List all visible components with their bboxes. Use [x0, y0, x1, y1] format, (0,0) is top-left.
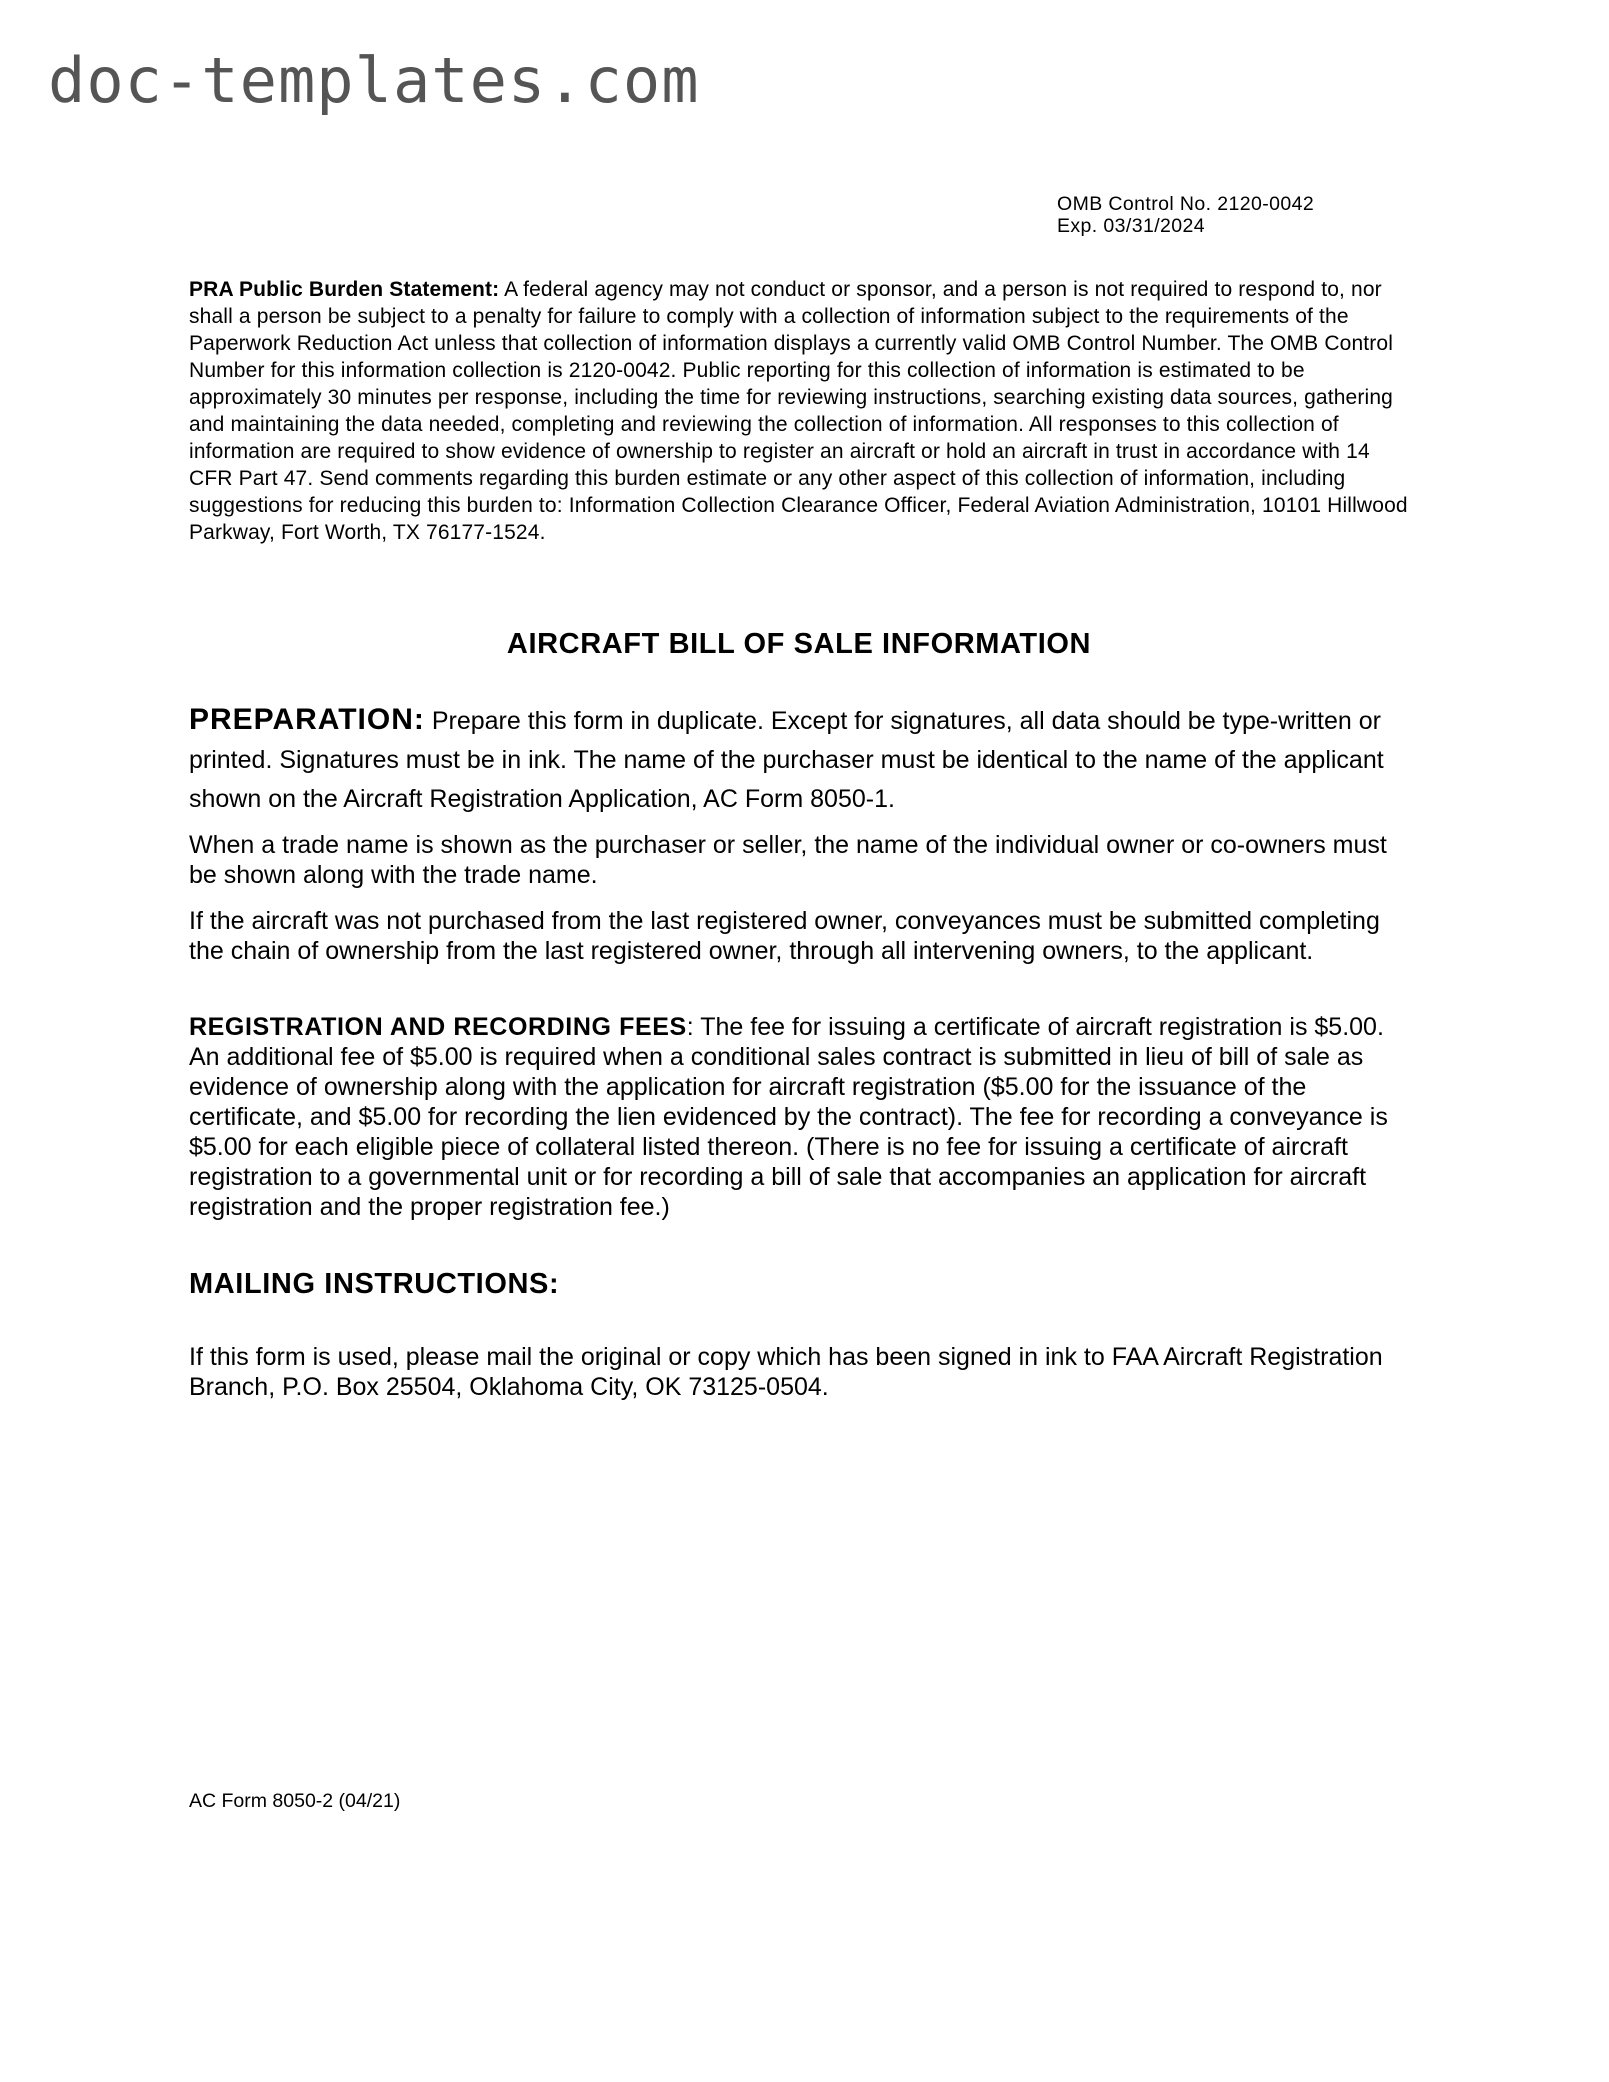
- preparation-label: PREPARATION:: [189, 703, 425, 736]
- page-title: AIRCRAFT BILL OF SALE INFORMATION: [506, 628, 1092, 660]
- fees-text: : The fee for issuing a certificate of aircraft registration is $5.00. An additional fee of $5.00 is required when a conditional sales contract is submitted in lieu of bill of sale as evidence of ownership along with the application for aircraft registration ($5.00 for the issuance of the certificate, and $5.00 for recording the lien evidenced by the contract). The fee for recording a conveyance is $5.00 for each eligible piece of collateral listed thereon. (There is no fee for issuing a certificate of aircraft registration to a governmental unit or for recording a bill of sale that accompanies an application for aircraft registration and the proper registration fee.): [189, 1013, 1388, 1221]
- omb-expiration: Exp. 03/31/2024: [1057, 215, 1206, 237]
- preparation-text: Prepare this form in duplicate. Except for signatures, all data should be type-written or printed. Signatures must be in ink. The name of the purchaser must be identical to the name of the applicant shown on the Aircraft Registration Application, AC Form 8050-1.: [189, 707, 1384, 813]
- omb-control-block: [1057, 193, 1314, 237]
- form-number-footer: AC Form 8050-2 (04/21): [189, 1790, 401, 1812]
- preparation-section: [189, 700, 1409, 819]
- chain-of-ownership-paragraph: If the aircraft was not purchased from the last registered owner, conveyances must be submitted completing the chain of ownership from the last registered owner, through all intervening owners, to the applicant.: [189, 907, 1380, 965]
- fees-section: [189, 1012, 1409, 1222]
- watermark: doc-templates.com: [48, 44, 700, 117]
- mailing-instructions-text: If this form is used, please mail the original or copy which has been signed in ink to FAA Aircraft Registration Branch, P.O. Box 25504, Oklahoma City, OK 73125-0504.: [189, 1343, 1383, 1401]
- mailing-instructions-heading: MAILING INSTRUCTIONS:: [189, 1268, 560, 1300]
- pra-label: PRA Public Burden Statement:: [189, 278, 500, 301]
- fees-label: REGISTRATION AND RECORDING FEES: [189, 1013, 687, 1041]
- pra-burden-statement: [189, 276, 1409, 546]
- pra-text: A federal agency may not conduct or sponsor, and a person is not required to respond to, nor shall a person be subject to a penalty for failure to comply with a collection of information subject to the requirements of the Paperwork Reduction Act unless that collection of information displays a currently valid OMB Control Number. The OMB Control Number for this information collection is 2120-0042. Public reporting for this collection of information is estimated to be approximately 30 minutes per response, including the time for reviewing instructions, searching existing data sources, gathering and maintaining the data needed, completing and reviewing the collection of information. All responses to this collection of information are required to show evidence of ownership to register an aircraft or hold an aircraft in trust in accordance with 14 CFR Part 47. Send comments regarding this burden estimate or any other aspect of this collection of information, including suggestions for reducing this burden to: Information Collection Clearance Officer, Federal Aviation Administration, 10101 Hillwood Parkway, Fort Worth, TX 76177-1524.: [189, 278, 1408, 544]
- trade-name-paragraph: When a trade name is shown as the purchaser or seller, the name of the individual owner or co-owners must be shown along with the trade name.: [189, 831, 1387, 889]
- omb-control-number: OMB Control No. 2120-0042: [1057, 193, 1315, 215]
